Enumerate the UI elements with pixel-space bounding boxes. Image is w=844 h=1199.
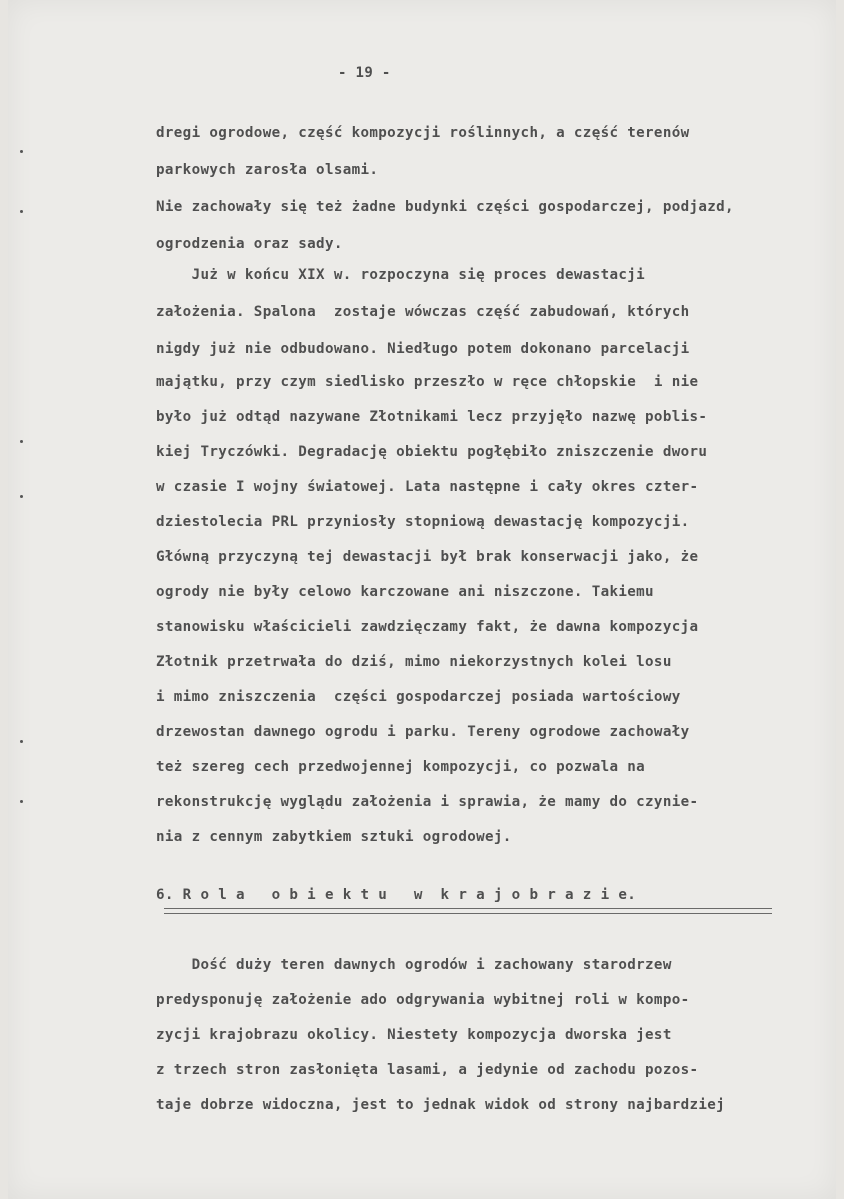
text-line: z trzech stron zasłonięta lasami, a jedynie od zachodu pozos- — [156, 1062, 699, 1078]
section-heading: 6. R o l a o b i e k t u w k r a j o b r a z i e. — [156, 887, 637, 903]
text-line: Nie zachowały się też żadne budynki części gospodarczej, podjazd, — [156, 199, 734, 215]
text-line: zycji krajobrazu okolicy. Niestety kompozycja dworska jest — [156, 1027, 672, 1043]
margin-dot — [20, 495, 23, 498]
text-line: predysponuję założenie ado odgrywania wybitnej roli w kompo- — [156, 992, 690, 1008]
margin-dot — [20, 740, 23, 743]
text-line: Już w końcu XIX w. rozpoczyna się proces dewastacji — [156, 267, 646, 283]
text-line: było już odtąd nazywane Złotnikami lecz przyjęło nazwę poblis- — [156, 409, 708, 425]
text-line: nia z cennym zabytkiem sztuki ogrodowej. — [156, 829, 512, 845]
text-line: taje dobrze widoczna, jest to jednak widok od strony najbardziej — [156, 1097, 726, 1113]
text-line: Dość duży teren dawnych ogrodów i zachowany starodrzew — [156, 957, 672, 973]
text-line: dziestolecia PRL przyniosły stopniową dewastację kompozycji. — [156, 514, 690, 530]
text-line: i mimo zniszczenia części gospodarczej posiada wartościowy — [156, 689, 681, 705]
text-line: stanowisku właścicieli zawdzięczamy fakt, że dawna kompozycja — [156, 619, 699, 635]
text-line: w czasie I wojny światowej. Lata następne i cały okres czter- — [156, 479, 699, 495]
text-line: parkowych zarosła olsami. — [156, 162, 379, 178]
text-line: drzewostan dawnego ogrodu i parku. Tereny ogrodowe zachowały — [156, 724, 690, 740]
document-page — [8, 0, 836, 1199]
text-line: Główną przyczyną tej dewastacji był brak konserwacji jako, że — [156, 549, 699, 565]
text-line: rekonstrukcję wyglądu założenia i sprawia, że mamy do czynie- — [156, 794, 699, 810]
margin-dot — [20, 210, 23, 213]
text-line: majątku, przy czym siedlisko przeszło w ręce chłopskie i nie — [156, 374, 699, 390]
text-line: założenia. Spalona zostaje wówczas część zabudowań, których — [156, 304, 690, 320]
page-number: - 19 - — [338, 65, 391, 81]
text-line: ogrody nie były celowo karczowane ani niszczone. Takiemu — [156, 584, 654, 600]
text-line: nigdy już nie odbudowano. Niedługo potem dokonano parcelacji — [156, 341, 690, 357]
text-line: kiej Tryczówki. Degradację obiektu pogłębiło zniszczenie dworu — [156, 444, 708, 460]
text-line: Złotnik przetrwała do dziś, mimo niekorzystnych kolei losu — [156, 654, 672, 670]
margin-dot — [20, 800, 23, 803]
text-line: ogrodzenia oraz sady. — [156, 236, 343, 252]
margin-dot — [20, 440, 23, 443]
text-line: dregi ogrodowe, część kompozycji roślinnych, a część terenów — [156, 125, 690, 141]
heading-underline — [164, 908, 772, 914]
margin-dot — [20, 150, 23, 153]
text-line: też szereg cech przedwojennej kompozycji, co pozwala na — [156, 759, 646, 775]
